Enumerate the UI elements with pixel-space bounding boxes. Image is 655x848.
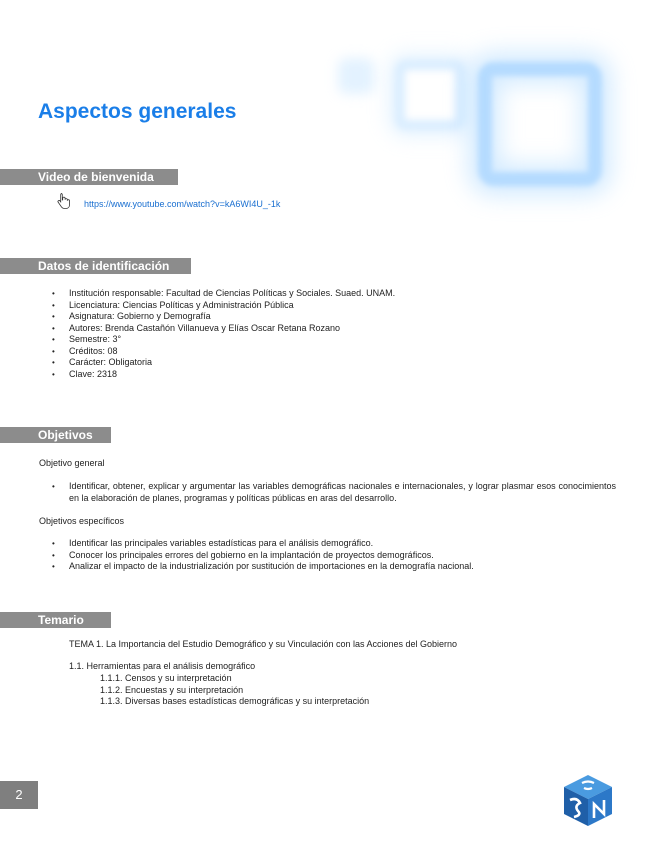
list-item: • Clave: 2318 (69, 369, 589, 381)
list-item: • Identificar, obtener, explicar y argumentar las variables demográficas nacionales e internacionales, y lograr plasmar esos conocimientos en la elaboración de planes, programas y políticas públicas en aras del desarrollo. (69, 481, 616, 504)
list-item: • Licenciatura: Ciencias Políticas y Administración Pública (69, 300, 589, 312)
section-heading-video: Video de bienvenida (0, 169, 178, 185)
list-item: • Conocer los principales errores del gobierno en la implantación de proyectos demográficos. (69, 550, 616, 562)
page-title: Aspectos generales (38, 100, 237, 123)
list-item: • Carácter: Obligatoria (69, 357, 589, 369)
section-heading-objetivos: Objetivos (0, 427, 111, 443)
list-item: • Semestre: 3° (69, 334, 589, 346)
list-item: • Asignatura: Gobierno y Demografía (69, 311, 589, 323)
suayed-cube-logo-icon (560, 772, 616, 828)
list-item: • Créditos: 08 (69, 346, 589, 358)
identification-list (69, 288, 589, 380)
list-item: 1.1.1. Censos y su interpretación (100, 673, 232, 683)
decorative-square-large (478, 62, 602, 186)
list-item: • Analizar el impacto de la industrialización por sustitución de importaciones en la demografía nacional. (69, 561, 616, 573)
subsubtema-list (100, 673, 369, 708)
tema-title: TEMA 1. La Importancia del Estudio Demográfico y su Vinculación con las Acciones del Gobierno (69, 639, 458, 649)
objetivos-especificos-list (69, 538, 616, 573)
subtema-title: 1.1. Herramientas para el análisis demográfico (69, 661, 256, 671)
section-heading-identificacion: Datos de identificación (0, 258, 191, 274)
section-heading-temario: Temario (0, 612, 111, 628)
list-item: • Institución responsable: Facultad de Ciencias Políticas y Sociales. Suaed. UNAM. (69, 288, 589, 300)
list-item: • Autores: Brenda Castañón Villanueva y Elías Oscar Retana Rozano (69, 323, 589, 335)
objetivos-especificos-label: Objetivos específicos (39, 516, 125, 526)
list-item: • Identificar las principales variables estadísticas para el análisis demográfico. (69, 538, 616, 550)
page-number: 2 (0, 781, 38, 809)
list-item: 1.1.3. Diversas bases estadísticas demográficas y su interpretación (100, 696, 370, 706)
video-link-row (56, 192, 72, 210)
hand-pointer-icon (56, 192, 72, 210)
objetivo-general-list (69, 481, 616, 504)
objetivo-general-label: Objetivo general (39, 458, 105, 468)
decorative-square-small (338, 58, 374, 94)
video-url-link[interactable]: https://www.youtube.com/watch?v=kA6WI4U_-1k (84, 199, 281, 209)
list-item: 1.1.2. Encuestas y su interpretación (100, 684, 244, 695)
decorative-square-medium (395, 60, 465, 130)
